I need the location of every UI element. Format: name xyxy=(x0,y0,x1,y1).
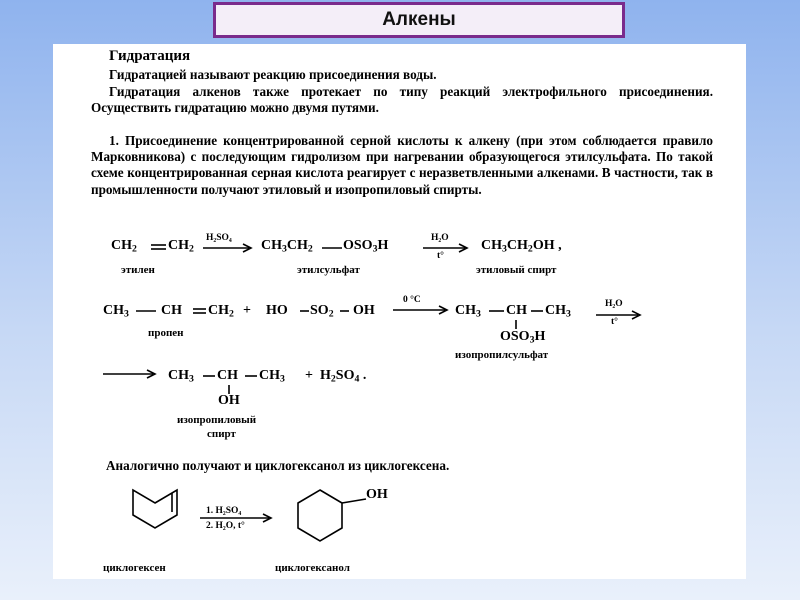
label-isopropylsulfate: изопропилсульфат xyxy=(455,349,549,361)
section-heading: Гидратация xyxy=(109,48,191,64)
closing-sentence: Аналогично получают и циклогексанол из циклогексена. xyxy=(106,458,450,473)
formula-iso-ch: CH xyxy=(506,303,527,318)
paragraph-definition: Гидратацией называют реакцию присоединения воды. xyxy=(109,67,437,82)
formula-iso-oso3h: $OSO_3H$ xyxy=(500,329,546,346)
step-2-water-heat: 2. H₂O, t° xyxy=(206,521,245,531)
label-cyclohexene: циклогексен xyxy=(103,562,166,574)
reagent-h2so4: H₂SO₄ xyxy=(206,233,232,243)
label-propene: пропен xyxy=(148,327,184,339)
label-ethylsulfate: этилсульфат xyxy=(297,264,360,276)
slide-title: Алкены xyxy=(213,2,625,38)
condition-zero-c: 0 °C xyxy=(403,295,421,305)
cyclohexanol-ring xyxy=(298,490,342,541)
bond-lines xyxy=(53,44,746,579)
step-1-h2so4: 1. H₂SO₄ xyxy=(206,506,242,516)
cyclohexene-ring xyxy=(133,490,177,528)
label-cyclohexanol: циклогексанол xyxy=(275,562,350,574)
formula-ethyl: $CH_3CH_2$ xyxy=(261,238,313,255)
formula-plus-h2so4: + $H_2SO_4$ . xyxy=(305,368,367,385)
formula-iso-ch3-right: $CH_3$ xyxy=(545,303,571,320)
reagent-heat: t° xyxy=(437,251,444,261)
formula-prod-oh: OH xyxy=(218,393,240,408)
reagent-water: H₂O xyxy=(431,233,449,243)
formula-propene-ch2: $CH_2$ xyxy=(208,303,234,320)
formula-propene-ch3: $CH_3$ xyxy=(103,303,129,320)
formula-ethanol: $CH_3CH_2OH$ , xyxy=(481,238,562,255)
reagent-water-2: H₂O xyxy=(605,299,623,309)
plus-sign: + xyxy=(243,303,251,318)
formula-propene-ch: CH xyxy=(161,303,182,318)
formula-prod-ch: CH xyxy=(217,368,238,383)
label-isopropanol-1: изопропиловый xyxy=(177,414,257,426)
label-isopropanol-2: спирт xyxy=(207,428,236,440)
formula-oh: OH xyxy=(353,303,375,318)
paragraph-method-1: 1. Присоединение концентрированной серной кислоты к алкену (при этом соблюдается правило Марковникова) с последующим гидролизом при нагревании образующегося этилсульфата. По такой схеме концентрированная серная кислота реагирует с неразветвленными алкенами. В частности, так в промышленности получают этиловый и изопропиловый спирты. xyxy=(91,133,713,197)
label-ethanol: этиловый спирт xyxy=(476,264,557,276)
formula-iso-ch3-left: $CH_3$ xyxy=(455,303,481,320)
paragraph-mechanism: Гидратация алкенов также протекает по типу реакций электрофильного присоединения. Осуществить гидратацию можно двумя путями. xyxy=(91,84,713,116)
formula-ho: HO xyxy=(266,303,288,318)
oh-bond xyxy=(342,499,366,503)
label-ethylene: этилен xyxy=(121,264,155,276)
reagent-heat-2: t° xyxy=(611,317,618,327)
formula-prod-ch3-right: $CH_3$ xyxy=(259,368,285,385)
document-page xyxy=(53,44,746,579)
substituent-oh: OH xyxy=(366,487,388,502)
formula-ethylene-left: $CH_2$ xyxy=(111,238,137,255)
formula-ethylene-right: $CH_2$ xyxy=(168,238,194,255)
formula-so2: $SO_2$ xyxy=(310,303,334,320)
formula-prod-ch3-left: $CH_3$ xyxy=(168,368,194,385)
formula-oso3h: $OSO_3H$ xyxy=(343,238,389,255)
